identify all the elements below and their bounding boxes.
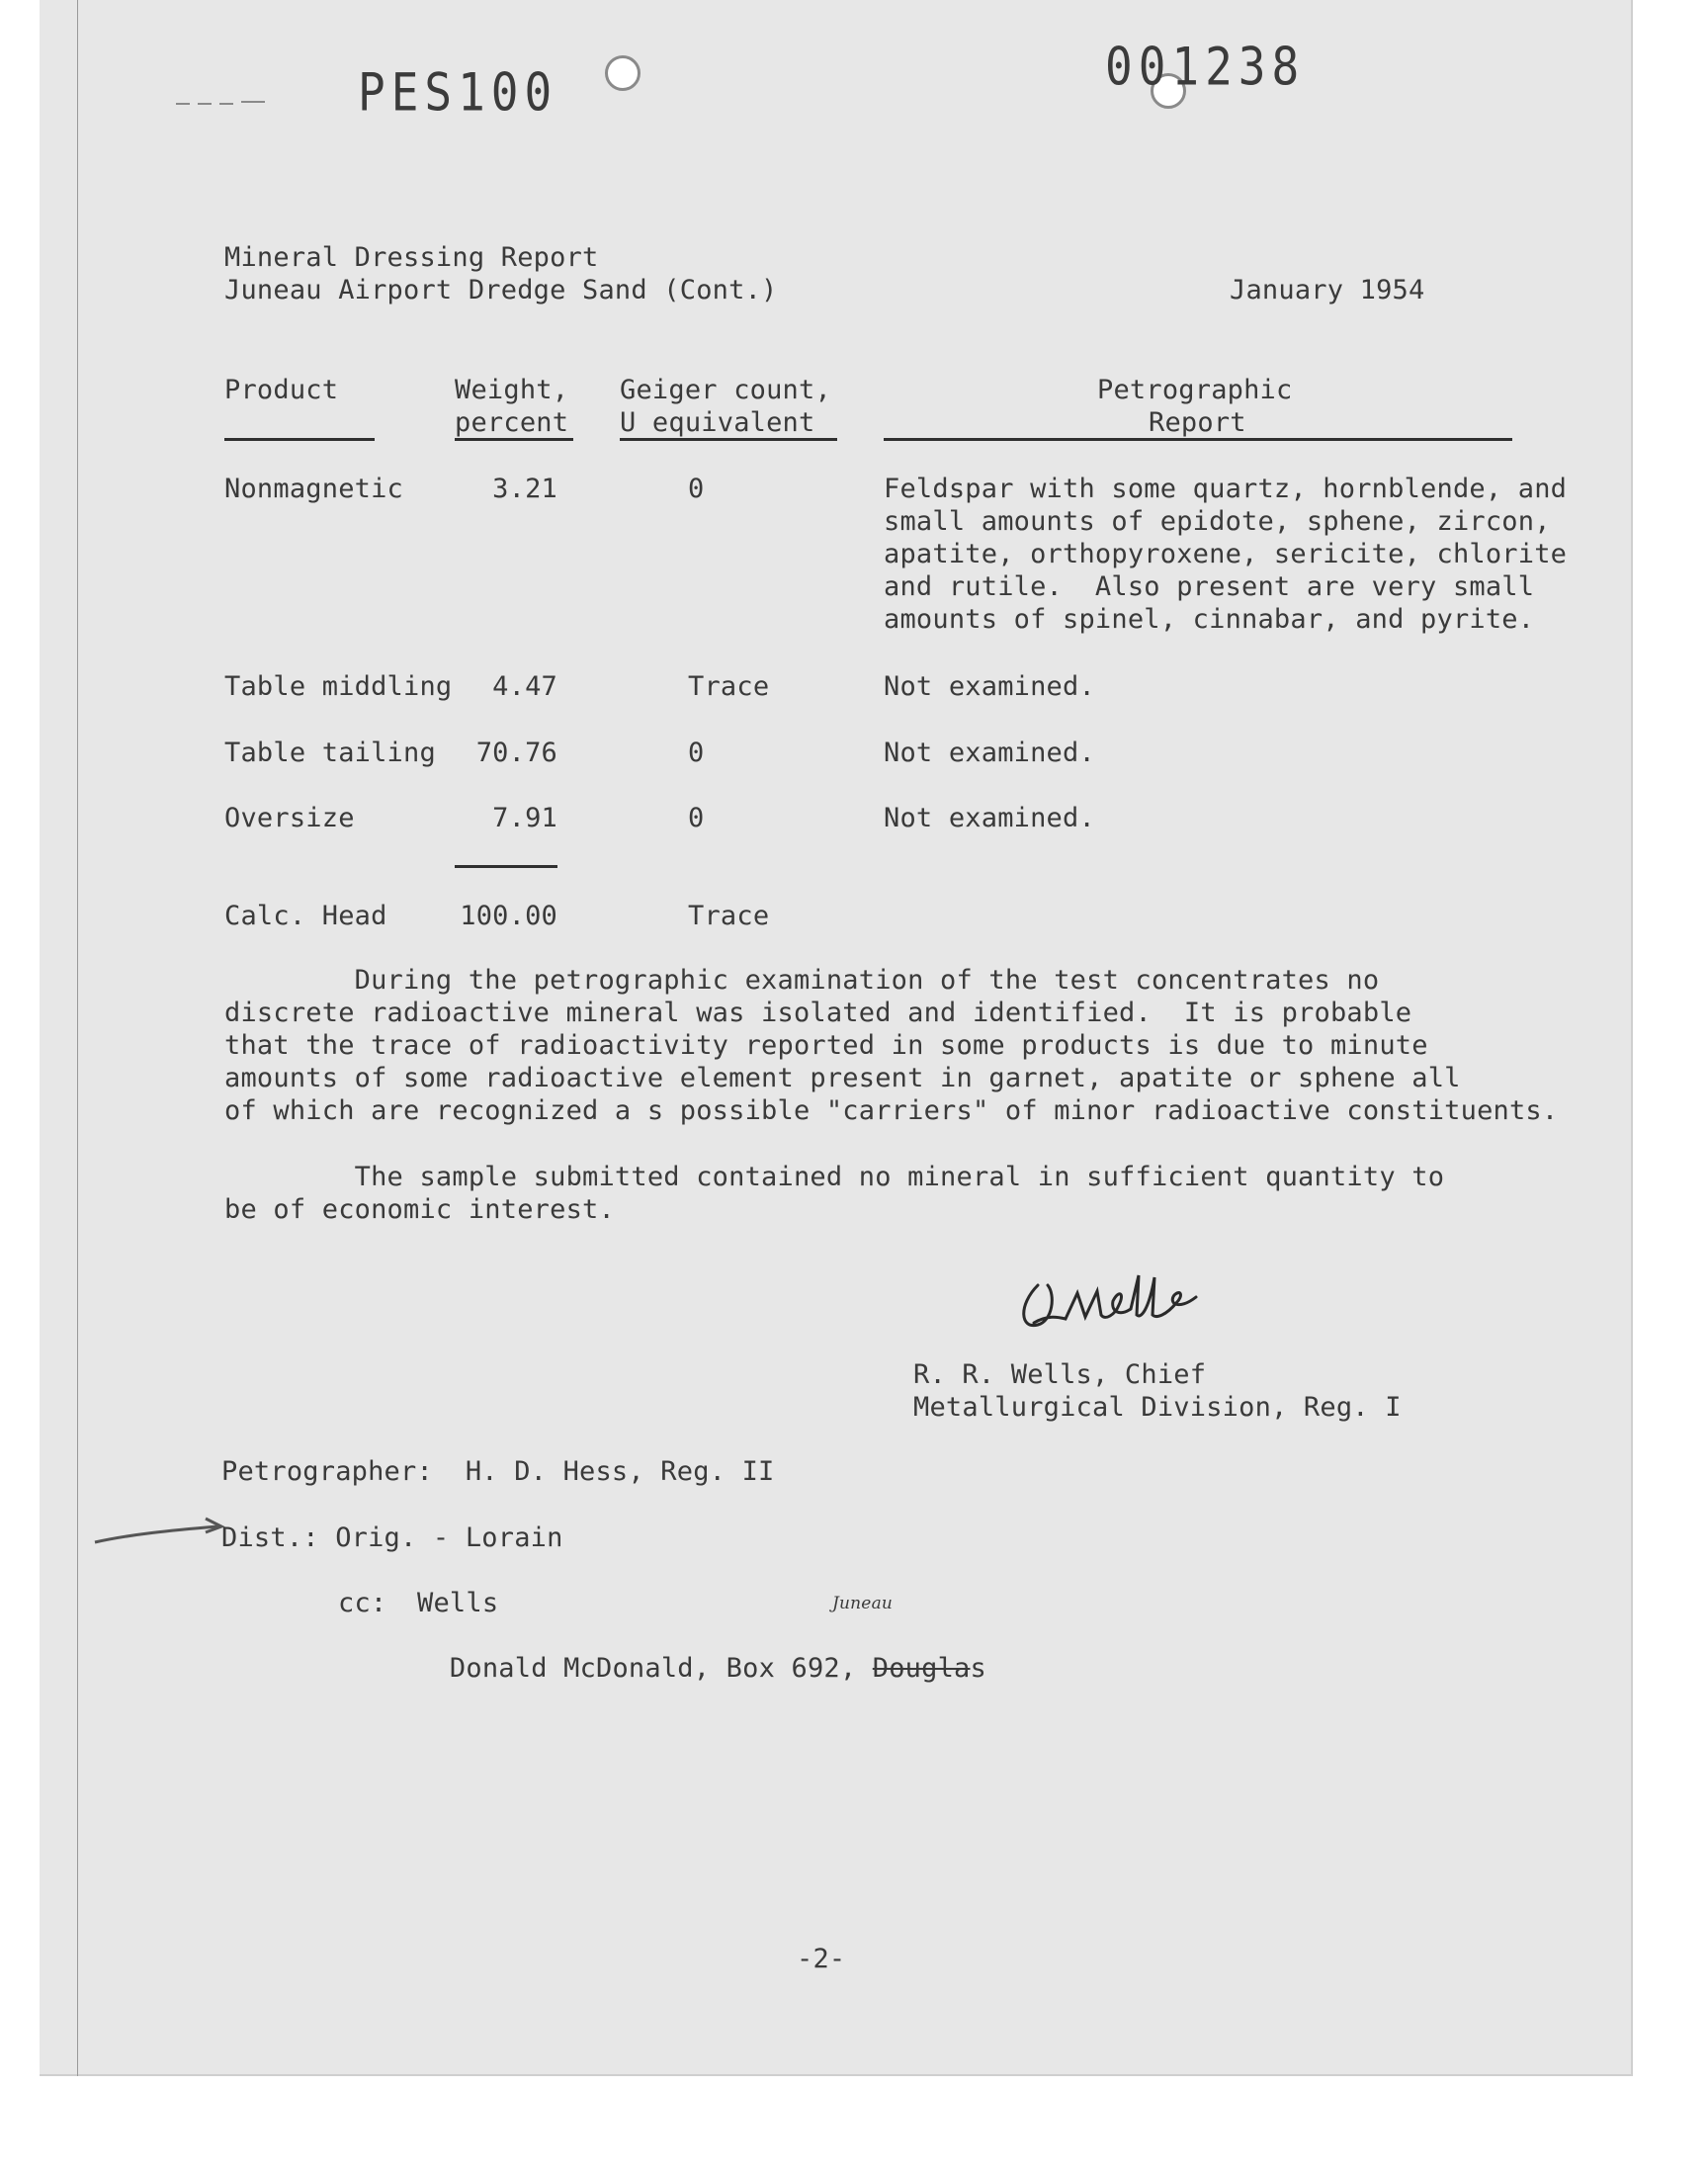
row-product: Table middling (224, 671, 453, 702)
stamp-left: PES100 (358, 60, 558, 124)
row-weight: 3.21 (492, 474, 557, 504)
paragraph-line: The sample submitted contained no mineral in sufficient quantity to (224, 1162, 1445, 1192)
handwritten-signature (1008, 1246, 1226, 1345)
row-geiger: 0 (688, 803, 705, 833)
col-header-geiger-1: Geiger count, (620, 375, 831, 405)
cc-suffix: s (970, 1653, 986, 1684)
paragraph-line: of which are recognized a s possible "carriers" of minor radioactive constituents. (224, 1095, 1559, 1126)
row-geiger: 0 (688, 738, 705, 768)
total-weight: 100.00 (460, 901, 557, 931)
col-underline-weight (455, 438, 573, 441)
col-header-weight-2: percent (455, 407, 569, 438)
col-underline-geiger (620, 438, 837, 441)
col-header-product: Product (224, 375, 339, 405)
row-report-line: and rutile. Also present are very small (884, 571, 1535, 602)
col-header-petro-2: Report (1149, 407, 1246, 438)
row-product: Oversize (224, 803, 355, 833)
signatory-name: R. R. Wells, Chief (913, 1359, 1207, 1390)
paragraph-line: discrete radioactive mineral was isolated and identified. It is probable (224, 998, 1412, 1028)
paragraph-line: be of economic interest. (224, 1194, 615, 1225)
row-report-line: small amounts of epidote, sphene, zircon, (884, 506, 1551, 537)
petrographer-line: Petrographer: H. D. Hess, Reg. II (221, 1456, 775, 1487)
row-product: Table tailing (224, 738, 436, 768)
total-product: Calc. Head (224, 901, 387, 931)
row-report: Not examined. (884, 671, 1095, 702)
col-underline-petro (884, 438, 1512, 441)
report-date: January 1954 (1230, 275, 1425, 305)
row-weight: 4.47 (492, 671, 557, 702)
stray-mark (176, 103, 190, 105)
distribution-line: Dist.: Orig. - Lorain (221, 1522, 563, 1553)
struck-word: Dougla (872, 1653, 971, 1684)
cc-label: cc: (338, 1588, 387, 1618)
report-title: Mineral Dressing Report (224, 242, 599, 273)
total-rule (455, 865, 557, 868)
cc-recipient: Wells (417, 1588, 499, 1618)
col-underline-product (224, 438, 375, 441)
handwritten-correction: Juneau (832, 1594, 894, 1613)
row-report-line: Feldspar with some quartz, hornblende, and (884, 474, 1568, 504)
row-report-line: apatite, orthopyroxene, sericite, chlorite (884, 539, 1568, 569)
row-geiger: Trace (688, 671, 770, 702)
col-header-geiger-2: U equivalent (620, 407, 815, 438)
paragraph-line: During the petrographic examination of the test concentrates no (224, 965, 1380, 996)
cc-recipient-address: Donald McDonald, Box 692, (449, 1653, 873, 1684)
paragraph-line: that the trace of radioactivity reported in some products is due to minute (224, 1030, 1428, 1061)
stray-mark (198, 103, 212, 105)
col-header-weight-1: Weight, (455, 375, 569, 405)
row-product: Nonmagnetic (224, 474, 404, 504)
scan-edge-line (77, 0, 78, 2076)
row-weight: 70.76 (475, 738, 557, 768)
total-geiger: Trace (688, 901, 770, 931)
row-report-line: amounts of spinel, cinnabar, and pyrite. (884, 604, 1535, 635)
report-subtitle: Juneau Airport Dredge Sand (Cont.) (224, 275, 778, 305)
paragraph-line: amounts of some radioactive element present in garnet, apatite or sphene all (224, 1063, 1461, 1093)
stray-mark (241, 101, 265, 103)
stray-mark (219, 103, 233, 105)
punch-hole-left (605, 55, 640, 91)
row-geiger: 0 (688, 474, 705, 504)
signatory-title: Metallurgical Division, Reg. I (913, 1392, 1402, 1423)
cc-recipient (417, 1619, 986, 1685)
row-report: Not examined. (884, 803, 1095, 833)
row-report: Not examined. (884, 738, 1095, 768)
arrow-mark (91, 1513, 229, 1552)
stamp-right: 001238 (1105, 35, 1306, 98)
col-header-petro-1: Petrographic (1097, 375, 1293, 405)
page-number: -2- (797, 1944, 846, 1974)
row-weight: 7.91 (492, 803, 557, 833)
